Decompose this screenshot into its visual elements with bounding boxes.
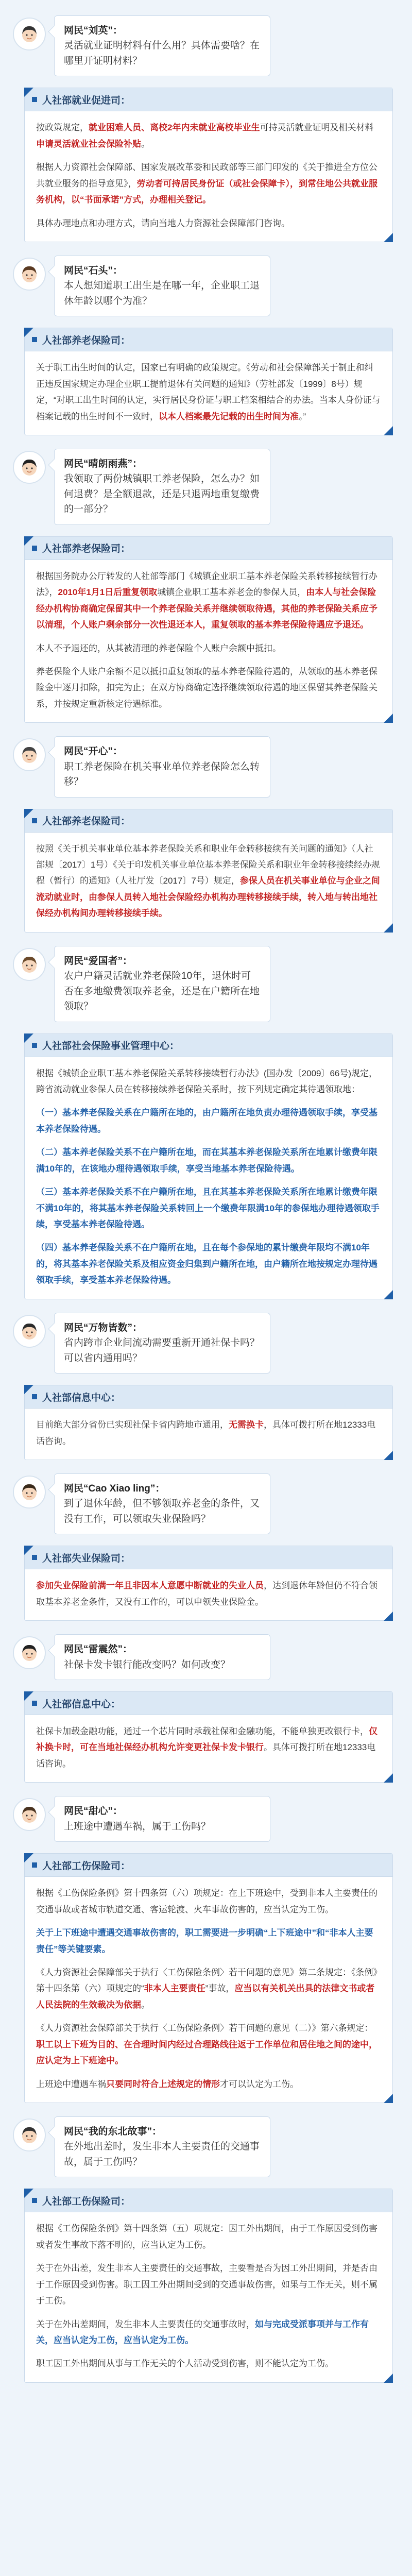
answer-card <box>24 1385 393 1460</box>
question-bubble <box>54 1313 270 1374</box>
answer-text: 城镇企业职工基本养老金的参保人员， <box>157 587 306 598</box>
qa-item <box>13 1473 399 1621</box>
corner-decoration <box>24 1546 33 1555</box>
answer-header <box>25 1854 392 1877</box>
corner-decoration <box>24 1691 33 1701</box>
answer-text: 。 <box>141 1999 150 2010</box>
qa-item <box>13 15 399 242</box>
avatar <box>13 1636 46 1669</box>
question-row <box>13 946 399 1022</box>
avatar <box>13 738 46 771</box>
answer-paragraph <box>36 2221 381 2253</box>
answer-text: 社保卡加载金融功能，通过一个芯片同时承载社保和金融功能，不能单独更改银行卡， <box>36 1726 369 1736</box>
answer-paragraph <box>36 664 381 712</box>
netizen-name: 网民“开心”： <box>64 746 123 757</box>
question-text: 本人想知道职工出生是在哪一年，企业职工退休年龄以哪个为准？ <box>64 280 260 307</box>
answer-card <box>24 1033 393 1299</box>
answer-text: 根据《工伤保险条例》第十四条第（六）项规定：在上下班途中，受到非本人主要责任的交通事故或者城市轨道交通、客运轮渡、火车事故伤害的，应当认定为工伤。 <box>36 1888 377 1914</box>
answer-body <box>25 1569 392 1620</box>
square-bullet-icon <box>32 1555 37 1560</box>
corner-decoration <box>384 714 393 723</box>
avatar <box>13 948 46 981</box>
department-name: 人社部失业保险司： <box>42 1553 131 1564</box>
user-face-icon <box>17 22 42 46</box>
corner-decoration <box>24 1033 33 1043</box>
answer-header <box>25 2189 392 2212</box>
answer-header <box>25 88 392 111</box>
question-bubble <box>54 1796 270 1842</box>
corner-decoration <box>24 2189 33 2198</box>
department-name: 人社部养老保险司： <box>42 816 131 827</box>
question-bubble <box>54 1473 270 1534</box>
user-face-icon <box>17 262 42 286</box>
answer-header <box>25 809 392 833</box>
square-bullet-icon <box>32 546 37 551</box>
department-name: 人社部工伤保险司： <box>42 1860 131 1872</box>
corner-decoration <box>24 1385 33 1394</box>
qa-item <box>13 449 399 723</box>
question-bubble <box>54 449 270 525</box>
answer-card <box>24 328 393 435</box>
highlighted-text: （四）基本养老保险关系不在户籍所在地，且在每个参保地的累计缴费年限均不满10年的，将其基本养老保险关系及相应资金归集到户籍所在地，由户籍所在地按规定办理待遇领取手续，享受基本养老保险待遇。 <box>36 1243 377 1285</box>
answer-text: 关于职工出生时间的认定，国家已有明确的政策规定。《劳动和社会保障部关于制止和纠正违反国家规定办理企业职工提前退休有关问题的通知》（劳社部发〔1999〕8号）规定，“对职工出生时间的认定，实行居民身份证与职工档案相结合的办法。当本人身份证与档案记载的出生时间不一致时， <box>36 363 381 421</box>
user-face-icon <box>17 742 42 767</box>
answer-paragraph <box>36 841 381 922</box>
answer-paragraph <box>36 2076 381 2092</box>
highlighted-text: （一）基本养老保险关系在户籍所在地的，由户籍所在地负责办理待遇领取手续，享受基本养老保险待遇。 <box>36 1108 377 1134</box>
avatar <box>13 1315 46 1348</box>
question-text: 在外地出差时，发生非本人主要责任的交通事故，属于工伤吗？ <box>64 2141 260 2167</box>
corner-decoration <box>24 1853 33 1862</box>
answer-body <box>25 560 392 723</box>
corner-decoration <box>24 536 33 546</box>
square-bullet-icon <box>32 1701 37 1706</box>
square-bullet-icon <box>32 1043 37 1048</box>
answer-paragraph <box>36 1240 381 1288</box>
highlighted-text: 参保人员在机关事业单位与企业之间流动就业时，由参保人员转入地社会保险经办机构办理转移接续手续，转入地与转出地社保经办机构间办理转移接续手续。 <box>36 876 380 919</box>
netizen-name: 网民“晴朗雨燕”： <box>64 459 143 469</box>
answer-text: 《人力资源社会保障部关于执行〈工伤保险条例〉若干问题的意见（二）》第六条规定： <box>36 2023 373 2033</box>
answer-text: 目前绝大部分省份已实现社保卡省内跨地市通用， <box>36 1420 229 1430</box>
qa-item <box>13 2116 399 2383</box>
square-bullet-icon <box>32 97 37 102</box>
corner-decoration <box>384 1451 393 1460</box>
answer-paragraph <box>36 1885 381 1918</box>
user-face-icon <box>17 2123 42 2147</box>
highlighted-text: 职工以上下班为目的、在合理时间内经过合理路线往返于工作单位和居住地之间的途中，应认定为上下班途中。 <box>36 2039 377 2066</box>
question-bubble <box>54 1634 270 1680</box>
highlighted-text: 仅补换卡时，可在当地社保经办机构允许变更社保卡发卡银行 <box>36 1726 377 1753</box>
department-name: 人社部就业促进司： <box>42 95 131 106</box>
department-name: 人社部信息中心： <box>42 1699 121 1710</box>
question-row <box>13 1796 399 1842</box>
corner-decoration <box>384 1612 393 1621</box>
netizen-name: 网民“刘英”： <box>64 25 123 36</box>
answer-body <box>25 351 392 435</box>
answer-text: 根据《工伤保险条例》第十四条第（五）项规定：因工外出期间，由于工作原因受到伤害或者发生事故下落不明的，应当认定为工伤。 <box>36 2224 377 2250</box>
answer-text: 关于在外出差，发生非本人主要责任的交通事故，主要看是否为因工外出期间，并是否由于工作原因受到伤害。职工因工外出期间受到的交通事故伤害，如果与工作无关，则不属于工伤。 <box>36 2263 377 2306</box>
question-bubble <box>54 256 270 316</box>
avatar <box>13 1476 46 1509</box>
highlighted-text: 如与完成受派事项并与工作有关，应当认定为工伤，应当认定为工伤。 <box>36 2319 369 2345</box>
answer-text: ，达到退休年龄但仍不符合领取基本养老金条件，又没有工作的，可以申领失业保险金。 <box>36 1581 377 1607</box>
corner-decoration <box>384 2374 393 2383</box>
answer-body <box>25 1877 392 2103</box>
answer-paragraph <box>36 2260 381 2309</box>
answer-paragraph <box>36 1578 381 1610</box>
square-bullet-icon <box>32 337 37 342</box>
qa-item <box>13 1313 399 1460</box>
corner-decoration <box>384 2094 393 2103</box>
answer-paragraph <box>36 640 381 656</box>
answer-header <box>25 1034 392 1057</box>
highlighted-text: 非本人主要责任 <box>144 1984 205 1994</box>
corner-decoration <box>384 233 393 242</box>
highlighted-text: 无需换卡 <box>229 1420 264 1430</box>
answer-paragraph <box>36 1065 381 1098</box>
highlighted-text: （二）基本养老保险关系不在户籍所在地，而在其基本养老保险关系所在地累计缴费年限满10年的，在该地办理待遇领取手续，享受当地基本养老保险待遇。 <box>36 1147 377 1174</box>
user-face-icon <box>17 1319 42 1344</box>
question-text: 灵活就业证明材料有什么用？具体需要啥？在哪里开证明材料？ <box>64 40 260 66</box>
netizen-name: 网民“雷震然”： <box>64 1644 133 1655</box>
question-row <box>13 449 399 525</box>
question-row <box>13 15 399 76</box>
department-name: 人社部工伤保险司： <box>42 2196 131 2207</box>
netizen-name: 网民“甜心”： <box>64 1806 123 1817</box>
highlighted-text: 应当以有关机关出具的法律文书或者人民法院的生效裁决为依据 <box>36 1984 375 2010</box>
question-text: 上班途中遭遇车祸，属于工伤吗？ <box>64 1821 211 1832</box>
question-bubble <box>54 15 270 76</box>
answer-text: 按政策规定， <box>36 123 89 133</box>
answer-text: 按照《关于机关事业单位基本养老保险关系和职业年金转移接续有关问题的通知》（人社部规〔2017〕1号）《关于印发机关事业单位基本养老保险关系和职业年金转移接续经办规程（暂行）的通知》（人社厅发〔2017〕7号）规定， <box>36 843 380 886</box>
answer-body <box>25 111 392 242</box>
answer-text: 关于在外出差期间，发生非本人主要责任的交通事故时， <box>36 2319 255 2329</box>
answer-text: 根据人力资源社会保障部、国家发展改革委和民政部等三部门印发的《关于推进全方位公共就业服务的指导意见》， <box>36 162 377 189</box>
answer-header <box>25 537 392 560</box>
netizen-name: 网民“爱国者”： <box>64 955 133 967</box>
department-name: 人社部社会保险事业管理中心： <box>42 1041 180 1052</box>
question-text: 到了退休年龄，但不够领取养老金的条件，又没有工作，可以领取失业保险吗？ <box>64 1498 260 1524</box>
answer-paragraph <box>36 1184 381 1232</box>
netizen-name: 网民“石头”： <box>64 265 123 276</box>
avatar <box>13 1798 46 1831</box>
question-bubble <box>54 736 270 797</box>
square-bullet-icon <box>32 2198 37 2203</box>
answer-paragraph <box>36 120 381 152</box>
answer-card <box>24 536 393 723</box>
answer-header <box>25 328 392 351</box>
answer-text: ，具体可拨打所在地12333电话咨询。 <box>36 1420 376 1446</box>
answer-body <box>25 1409 392 1460</box>
answer-text: 才可以认定为工伤。 <box>220 2079 299 2089</box>
answer-card <box>24 1853 393 2103</box>
answer-header <box>25 1692 392 1715</box>
answer-paragraph <box>36 360 381 425</box>
answer-paragraph <box>36 215 381 231</box>
question-row <box>13 256 399 316</box>
question-row <box>13 1313 399 1374</box>
answer-text: 《人力资源社会保障部关于执行〈工伤保险条例〉若干问题的意见》第二条规定：《条例》第十四条第（六）项规定的“ <box>36 1967 377 1994</box>
question-row <box>13 1634 399 1680</box>
answer-paragraph <box>36 2355 381 2371</box>
corner-decoration <box>24 88 33 97</box>
answer-text: 。具体可拨打所在地12333电话咨询。 <box>36 1742 376 1769</box>
qa-item <box>13 946 399 1299</box>
answer-body <box>25 2212 392 2382</box>
highlighted-text: （三）基本养老保险关系不在户籍所在地，且在其基本养老保险关系所在地累计缴费年限不满10年的，将其基本养老保险关系转回上一个缴费年限满10年的参保地办理待遇领取手续，享受基本养老保险待遇。 <box>36 1187 380 1229</box>
question-row <box>13 736 399 797</box>
qa-item <box>13 736 399 933</box>
netizen-name: 网民“万物皆数”： <box>64 1322 143 1333</box>
answer-text: 具体办理地点和办理方式，请向当地人力资源社会保障部门咨询。 <box>36 218 290 228</box>
department-name: 人社部信息中心： <box>42 1392 121 1403</box>
department-name: 人社部养老保险司： <box>42 335 131 346</box>
answer-text: 根据《城镇企业职工基本养老保险关系转移接续暂行办法》(国办发〔2009〕66号)规定，跨省流动就业参保人员在转移接续养老保险关系时，按下列规定确定其待遇领取地： <box>36 1068 378 1094</box>
question-text: 我领取了两份城镇职工养老保险，怎么办？如何退费？是全额退款，还是只退两地重复缴费的一部分？ <box>64 473 260 515</box>
answer-text: 。” <box>299 411 306 421</box>
user-face-icon <box>17 455 42 480</box>
corner-decoration <box>384 1773 393 1783</box>
corner-decoration <box>24 328 33 337</box>
question-row <box>13 1473 399 1534</box>
answer-card <box>24 88 393 242</box>
question-bubble <box>54 2116 270 2177</box>
answer-card <box>24 1546 393 1621</box>
department-name: 人社部养老保险司： <box>42 544 131 555</box>
qa-item <box>13 1634 399 1783</box>
answer-text: 养老保险个人账户余额不足以抵扣重复领取的基本养老保险待遇的，从领取的基本养老保险金中逐月扣除，扣完为止；在双方协商确定选择继续领取待遇的地区保留其养老保险关系，并按规定重新核定待遇标准。 <box>36 666 377 709</box>
qa-item <box>13 256 399 435</box>
corner-decoration <box>384 1290 393 1299</box>
answer-card <box>24 2189 393 2383</box>
user-face-icon <box>17 952 42 977</box>
netizen-name: 网民“我的东北故事”： <box>64 2126 162 2137</box>
qa-item <box>13 1796 399 2103</box>
answer-text: ”事故， <box>205 1984 235 1994</box>
answer-paragraph <box>36 159 381 208</box>
answer-paragraph <box>36 1417 381 1449</box>
answer-body <box>25 1057 392 1299</box>
user-face-icon <box>17 1480 42 1504</box>
answer-text: 本人不予退还的，从其被清理的养老保险个人账户余额中抵扣。 <box>36 643 281 653</box>
highlighted-text: 以本人档案最先记载的出生时间为准 <box>159 411 299 421</box>
avatar <box>13 2119 46 2151</box>
square-bullet-icon <box>32 818 37 823</box>
answer-text: 可持灵活就业证明及相关材料 <box>260 123 374 133</box>
answer-text: 。 <box>141 139 150 149</box>
answer-body <box>25 1715 392 1782</box>
answer-text: 根据国务院办公厅转发的人社部等部门《城镇企业职工基本养老保险关系转移接续暂行办法》， <box>36 571 377 598</box>
square-bullet-icon <box>32 1862 37 1868</box>
answer-paragraph <box>36 1964 381 2013</box>
highlighted-text: 参加失业保险前满一年且非因本人意愿中断就业的失业人员 <box>36 1581 264 1591</box>
answer-paragraph <box>36 1105 381 1137</box>
corner-decoration <box>384 426 393 435</box>
corner-decoration <box>384 923 393 933</box>
avatar <box>13 258 46 291</box>
highlighted-text: 就业困难人员、离校2年内未就业高校毕业生 <box>89 123 260 133</box>
answer-header <box>25 1546 392 1569</box>
question-text: 社保卡发卡银行能改变吗？如何改变？ <box>64 1659 231 1670</box>
question-text: 职工养老保险在机关事业单位养老保险怎么转移？ <box>64 761 260 788</box>
highlighted-text: 申请灵活就业社会保险补贴 <box>36 139 141 149</box>
answer-paragraph <box>36 1925 381 1957</box>
question-text: 农户户籍灵活就业养老保险10年，退休时可否在多地缴费领取养老金，还是在户籍所在地领取？ <box>64 971 260 1012</box>
highlighted-text: 关于上下班途中遭遇交通事故伤害的，职工需要进一步明确“上下班途中”和“非本人主要责任”等关键要素。 <box>36 1928 373 1954</box>
answer-body <box>25 833 392 932</box>
corner-decoration <box>24 809 33 818</box>
avatar <box>13 451 46 484</box>
answer-text: 职工因工外出期间从事与工作无关的个人活动受到伤害，则不能认定为工伤。 <box>36 2359 334 2369</box>
question-row <box>13 2116 399 2177</box>
answer-paragraph <box>36 1723 381 1772</box>
answer-header <box>25 1385 392 1409</box>
user-face-icon <box>17 1802 42 1827</box>
answer-card <box>24 809 393 933</box>
answer-text: 上班途中遭遇车祸 <box>36 2079 106 2089</box>
highlighted-text: 只要同时符合上述规定的情形 <box>106 2079 220 2089</box>
question-text: 省内跨市企业间流动需要重新开通社保卡吗？可以省内通用吗？ <box>64 1337 260 1364</box>
answer-paragraph <box>36 2020 381 2069</box>
answer-paragraph <box>36 568 381 633</box>
avatar <box>13 18 46 50</box>
answer-card <box>24 1691 393 1783</box>
highlighted-text: 劳动者可持居民身份证（或社会保障卡），到常住地公共就业服务机构，以“书面承诺”方式，办理相关登记。 <box>36 178 377 205</box>
netizen-name: 网民“Cao Xiao ling”： <box>64 1483 165 1494</box>
user-face-icon <box>17 1640 42 1665</box>
highlighted-text: 由本人与社会保险经办机构协商确定保留其中一个养老保险关系并继续领取待遇，其他的养老保险关系应予以清理，个人账户剩余部分一次性退还本人，重复领取的基本养老保险待遇应予退还。 <box>36 587 377 630</box>
question-bubble <box>54 946 270 1022</box>
highlighted-text: 2010年1月1日后重复领取 <box>58 587 158 598</box>
answer-paragraph <box>36 2316 381 2349</box>
answer-paragraph <box>36 1144 381 1177</box>
square-bullet-icon <box>32 1394 37 1399</box>
